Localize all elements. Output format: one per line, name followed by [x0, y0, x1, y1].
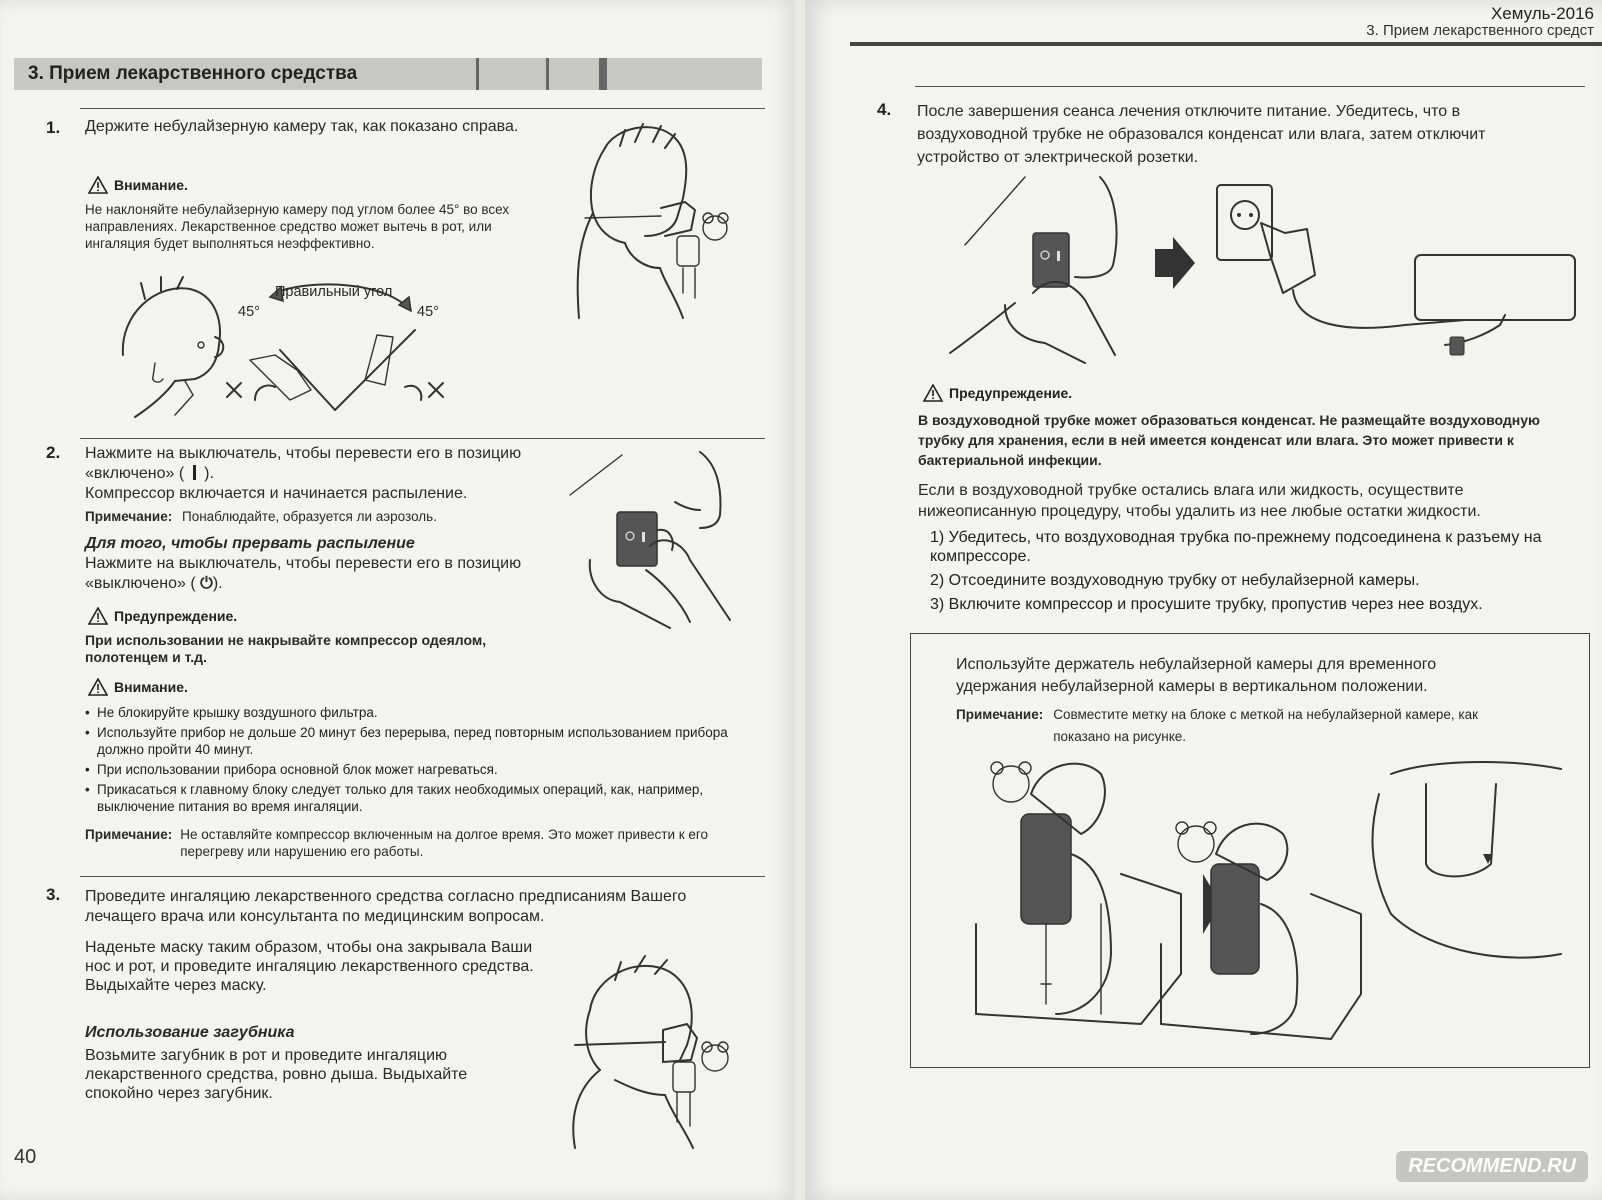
step2-on-text-end: ).: [204, 465, 214, 482]
power-off-icon: ⏻: [200, 575, 213, 592]
mouthpiece-instructions: Возьмите загубник в рот и проведите ингаляцию лекарственного средства, ровно дыша. Выдыхайте спокойно через загубник.: [85, 1047, 468, 1102]
step-divider: [80, 438, 765, 439]
header-author: Хемуль-2016: [1490, 4, 1594, 23]
stop-spraying-text: [85, 554, 525, 594]
stop-spraying-heading: Для того, чтобы прервать распыление: [85, 535, 415, 552]
note-text: Понаблюдайте, образуется ли аэрозоль.: [181, 509, 437, 524]
note-label: Примечание:: [85, 827, 173, 842]
page-number: 40: [14, 1146, 37, 1168]
note-text: Не оставляйте компрессор включенным на долгое время. Это может привести к его перегреву или нарушению его работы.: [180, 827, 709, 859]
holder-text: Используйте держатель небулайзерной камеры для временного удержания небулайзерной камеры в вертикальном положении.: [956, 656, 1437, 695]
holder-note: [956, 704, 1556, 748]
step2-compressor-text: Компрессор включается и начинается распыление.: [85, 485, 468, 502]
note-label: Примечание:: [956, 707, 1044, 722]
power-switch-illustration: [560, 450, 740, 630]
mouthpiece-heading: Использование загубника: [85, 1024, 295, 1041]
header-rule: [850, 42, 1602, 46]
step2-note2: [85, 826, 750, 860]
watermark: RECOMMEND.RU: [1396, 1151, 1588, 1182]
drying-procedure-list: [930, 528, 1580, 619]
child-inhaler-illustration: [565, 118, 745, 323]
step-divider: [80, 108, 765, 109]
child-mask-illustration: [555, 950, 745, 1150]
stop-text-end: ).: [212, 575, 223, 592]
warning-label: Предупреждение.: [949, 385, 1073, 401]
nebulizer-holder-illustration: [971, 754, 1571, 1054]
angle-title: Правильный угол: [275, 284, 393, 300]
angle-right-label: 45°: [417, 304, 439, 320]
step2-note: [85, 508, 545, 525]
caution-item: • Прикасаться к главному блоку следует только для таких необходимых операций, как, например, выключение питания во время ингаляции.: [85, 781, 750, 815]
procedure-step: 2) Отсоедините воздуховодную трубку от небулайзерной камеры.: [930, 572, 1420, 589]
left-page: [0, 0, 795, 1200]
step-divider: [80, 876, 765, 877]
caution-label: Внимание.: [114, 177, 188, 193]
step1-caution-heading: [88, 176, 188, 194]
angle-left-label: 45°: [238, 304, 260, 320]
procedure-step: 3) Включите компрессор и просушите трубку, пропустив через нее воздух.: [930, 596, 1483, 613]
step4-warning-text: В воздуховодной трубке может образоваться конденсат. Не размещайте воздуховодную трубку для хранения, если в ней имеется конденсат или влага. Это может привести к бактериальной инфекции.: [918, 412, 1540, 468]
step3-number: 3.: [46, 885, 61, 904]
section-title: 3. Прием лекарственного средства: [28, 63, 358, 84]
step-divider: [915, 86, 1585, 87]
warning-triangle-icon: [88, 678, 108, 696]
step2-on-text: Нажмите на выключатель, чтобы перевести его в позицию «включено» (: [85, 445, 522, 482]
warning-triangle-icon: [923, 384, 943, 402]
mask-instructions: Наденьте маску таким образом, чтобы она закрывала Ваши нос и рот, и проведите ингаляцию лекарственного средства. Выдыхайте через маску.: [85, 939, 534, 994]
step1-caution-text: Не наклоняйте небулайзерную камеру под углом более 45° во всех направлениях. Лекарственное средство может вытечь в рот, или ингаляция будет выполняться неэффективно.: [85, 202, 510, 251]
step2-warning-heading: [88, 607, 237, 625]
caution-item: • Не блокируйте крышку воздушного фильтра.: [85, 704, 750, 721]
step1-text: Держите небулайзерную камеру так, как показано справа.: [85, 118, 519, 135]
step2-warning-text: При использовании не накрывайте компрессор одеялом, полотенцем и т.д.: [85, 632, 487, 665]
procedure-step: 1) Убедитесь, что воздуховодная трубка по-прежнему подсоединена к разъему на компрессоре.: [930, 529, 1542, 565]
step3-text: Проведите ингаляцию лекарственного средства согласно предписаниям Вашего лечащего врача или консультанта по медицинским вопросам.: [85, 888, 687, 925]
holder-info-box: [910, 633, 1590, 1068]
step2-number: 2.: [46, 443, 61, 462]
step2-text: [85, 444, 545, 504]
header-divider: [599, 58, 607, 90]
caution-list: [85, 704, 750, 818]
power-on-icon: [193, 465, 196, 480]
right-page: [805, 0, 1602, 1200]
section-header: [14, 58, 762, 90]
step2-caution-heading: [88, 678, 188, 696]
step4-number: 4.: [877, 100, 892, 119]
header-divider: [476, 58, 479, 90]
step4-text: После завершения сеанса лечения отключите питание. Убедитесь, что в воздуховодной трубке не образовался конденсат или влага, затем отключит устройство от электрической розетки.: [917, 103, 1486, 166]
warning-label: Предупреждение.: [114, 608, 238, 624]
warning-triangle-icon: [88, 607, 108, 625]
note-label: Примечание:: [85, 509, 173, 524]
step1-number: 1.: [46, 118, 61, 137]
header-divider: [546, 58, 549, 90]
note-text: Совместите метку на блоке с меткой на небулайзерной камере, как показано на рисунке.: [1053, 707, 1478, 744]
power-off-unplug-illustration: [945, 175, 1585, 365]
step4-warning-heading: [923, 384, 1072, 402]
caution-item: • При использовании прибора основной блок может нагреваться.: [85, 761, 750, 778]
stop-text: Нажмите на выключатель, чтобы перевести его в позицию «выключено» (: [85, 555, 522, 592]
caution-label: Внимание.: [114, 679, 188, 695]
header-section: 3. Прием лекарственного средст: [1366, 22, 1594, 39]
moisture-text: Если в воздуховодной трубке остались влага или жидкость, осуществите нижеописанную процедуру, чтобы удалить из нее любые остатки жидкости.: [918, 482, 1481, 520]
caution-item: • Используйте прибор не дольше 20 минут без перерыва, перед повторным использованием прибора должно пройти 40 минут.: [85, 724, 750, 758]
warning-triangle-icon: [88, 176, 108, 194]
